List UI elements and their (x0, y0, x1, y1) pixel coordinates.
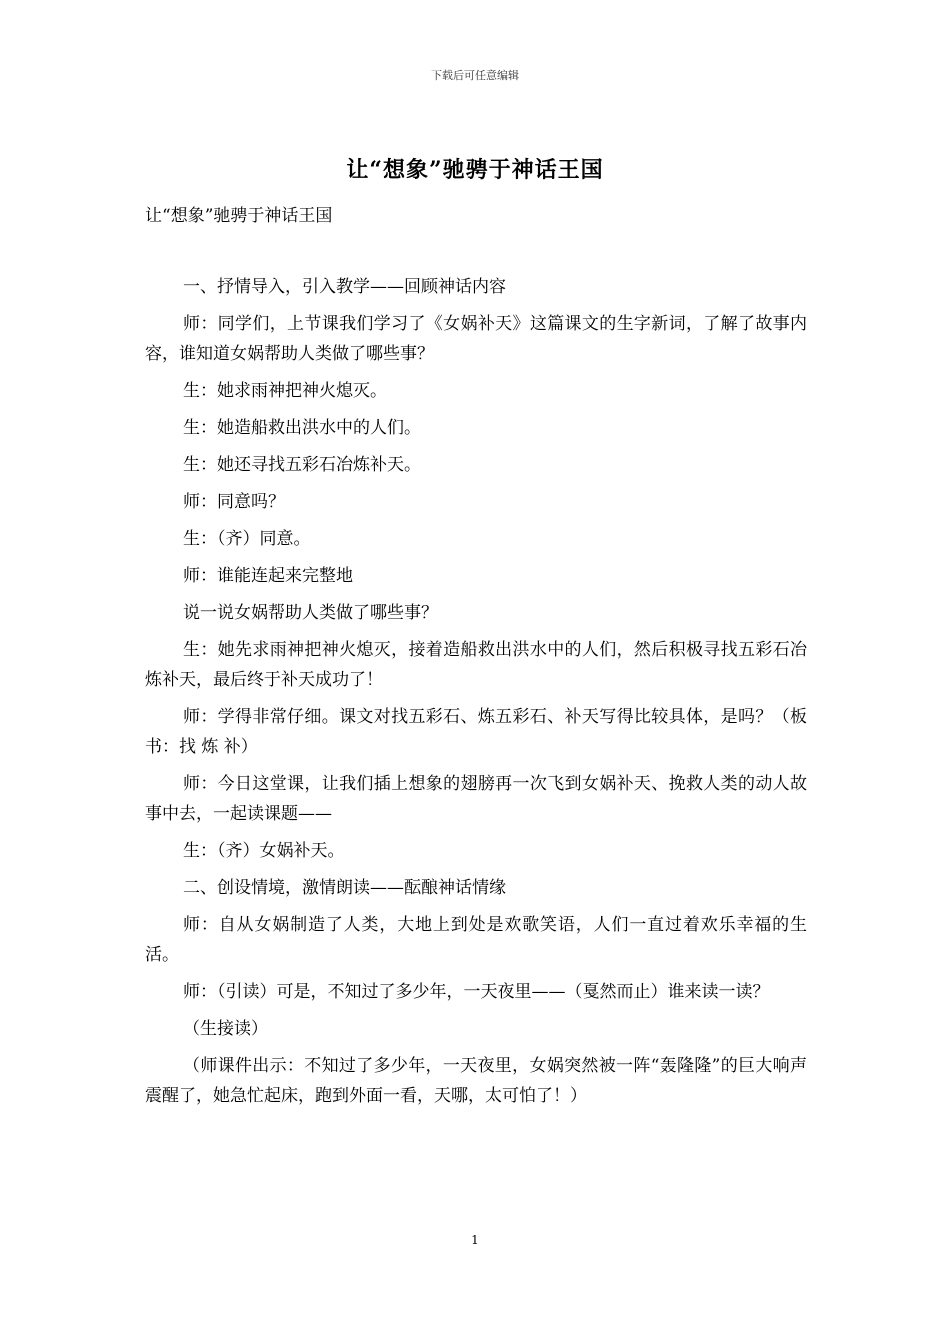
paragraph: 师：（引读）可是，不知过了多少年，一天夜里——（戛然而止）谁来读一读？ (183, 982, 770, 1002)
paragraph: 生：（齐）女娲补天。 (183, 841, 345, 861)
paragraph: 师：今日这堂课，让我们插上想象的翅膀再一次飞到女娲补天、挽救人类的动人故事中去，一起读课题—— (145, 774, 807, 824)
paragraph: 说一说女娲帮助人类做了哪些事？ (183, 603, 438, 623)
paragraph: 生：她还寻找五彩石冶炼补天。 (183, 455, 421, 475)
document-subtitle: 让“想象”驰骋于神话王国 (145, 206, 333, 226)
document-title: 让“想象”驰骋于神话王国 (346, 157, 604, 183)
paragraph: 师：谁能连起来完整地 (183, 566, 353, 586)
paragraph: 生：她造船救出洪水中的人们。 (183, 418, 421, 438)
page-number: 1 (471, 1233, 479, 1247)
document-body (145, 272, 807, 1118)
paragraph: 师：自从女娲制造了人类，大地上到处是欢歌笑语，人们一直过着欢乐幸福的生活。 (145, 915, 807, 965)
paragraph: 师：同学们，上节课我们学习了《女娲补天》这篇课文的生字新词，了解了故事内容，谁知道女娲帮助人类做了哪些事？ (145, 314, 807, 364)
paragraph: （师课件出示：不知过了多少年，一天夜里，女娲突然被一阵“轰隆隆”的巨大响声震醒了，她急忙起床，跑到外面一看，天哪，太可怕了！） (145, 1056, 807, 1106)
section-heading: 一、抒情导入，引入教学——回顾神话内容 (183, 277, 506, 297)
paragraph: 师：同意吗？ (183, 492, 285, 512)
paragraph: 生：她先求雨神把神火熄灭，接着造船救出洪水中的人们，然后积极寻找五彩石冶炼补天，最后终于补天成功了！ (145, 640, 807, 690)
page-header-note: 下载后可任意编辑 (431, 69, 519, 82)
paragraph: （生接读） (183, 1019, 268, 1039)
paragraph: 生：（齐）同意。 (183, 529, 311, 549)
section-heading: 二、创设情境，激情朗读——酝酿神话情缘 (183, 878, 506, 898)
paragraph: 生：她求雨神把神火熄灭。 (183, 381, 387, 401)
paragraph: 师：学得非常仔细。课文对找五彩石、炼五彩石、补天写得比较具体，是吗？（板书：找 炼 补） (145, 707, 807, 757)
